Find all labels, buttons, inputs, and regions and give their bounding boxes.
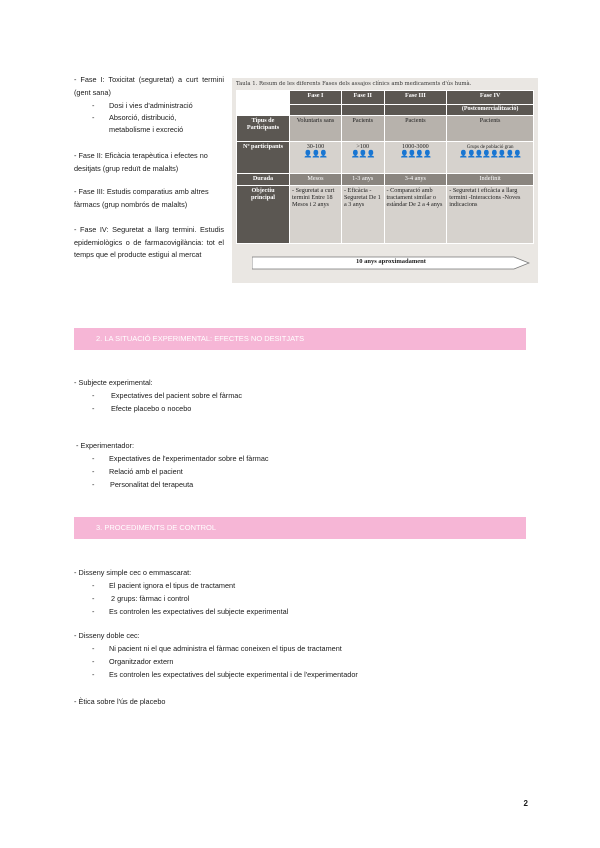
section-3-header: 3. PROCEDIMENTS DE CONTROL [74,517,526,539]
phases-table-figure [232,78,538,283]
table-cell: >100 👤👤👤 [341,142,384,174]
people-icon: 👤👤👤 [351,150,375,158]
list-item: - Expectatives del pacient sobre el fàrmac [92,391,243,400]
table-cell: Pacients [384,116,447,142]
table-cell: - Seguretat a curt termini Entre 18 Mesos i 2 anys [290,186,342,244]
row-label-durada: Durada [237,174,290,186]
fase1-item-1: - Dosi i vies d'administració [92,101,193,110]
timeline-arrow [252,256,530,270]
table-cell: Voluntaris sans [290,116,342,142]
table-cell: Pacients [341,116,384,142]
table-cell: - Seguretat i eficàcia a llarg termini -Interaccions -Noves indicacions [447,186,534,244]
experimentador-heading: - Experimentador: [76,441,134,450]
phases-table [236,90,534,244]
table-cell: - Eficàcia - Seguretat De 1 a 3 anys [341,186,384,244]
fase3-text: - Fase III: Estudis comparatius amb altres fàrmacs (grup nombrós de malalts) [74,187,209,209]
people-icon: 👤👤👤👤👤👤👤👤 [459,150,521,158]
doble-cec-heading: - Disseny doble cec: [74,631,140,640]
fase1-text: - Fase I: Toxicitat (seguretat) a curt termini (gent sana) [74,75,224,97]
people-icon: 👤👤👤👤 [399,150,431,158]
list-item: - Expectatives de l'experimentador sobre el fàrmac [92,454,269,463]
table-cell: Grups de població gran 👤👤👤👤👤👤👤👤 [447,142,534,174]
table-cell: Pacients [447,116,534,142]
list-item: - Personalitat del terapeuta [92,480,194,489]
fase1-item-2: - Absorció, distribució, metabolisme i excreció [92,113,184,134]
table-caption: Taula 1. Resum de les diferents Fases dels assajos clínics amb medicaments d'ús humà. [236,81,472,87]
list-item: - Organitzador extern [92,657,174,666]
people-icon: 👤👤👤 [303,150,328,158]
subjecte-heading: - Subjecte experimental: [74,378,153,387]
table-cell: Mesos [290,174,342,186]
table-cell: Indefinit [447,174,534,186]
header-fase4: Fase IV [447,91,534,105]
section-2-header: 2. LA SITUACIÓ EXPERIMENTAL: EFECTES NO DESITJATS [74,328,526,350]
row-label-objectiu: Objectiu principal [237,186,290,244]
list-item: - Es controlen les expectatives del subjecte experimental i de l'experimentador [92,670,358,679]
fase4-text: - Fase IV: Seguretat a llarg termini. Estudis epidemiològics o de farmacovigilància: tot el temps que el producte estigui al mercat [74,225,224,259]
table-cell: - Comparació amb tractament similar o estàndar De 2 a 4 anys [384,186,447,244]
list-item: - 2 grups: fàrmac i control [92,594,190,603]
table-cell: 1-3 anys [341,174,384,186]
list-item: - Ni pacient ni el que administra el fàrmac coneixen el tipus de tractament [92,644,342,653]
simple-cec-heading: - Disseny simple cec o emmascarat: [74,568,192,577]
arrow-label: 10 anys aproximadament [356,258,426,265]
page-number: 2 [523,799,528,808]
list-item: - Es controlen les expectatives del subjecte experimental [92,607,289,616]
header-fase2: Fase II [341,91,384,105]
row-label-tipus: Tipus de Participants [237,116,290,142]
table-cell: 1000-3000 👤👤👤👤 [384,142,447,174]
table-cell: 3-4 anys [384,174,447,186]
etica-text: - Ètica sobre l'ús de placebo [74,697,166,706]
fase2-text: - Fase II: Eficàcia terapèutica i efectes no desitjats (grup reduït de malalts) [74,151,208,173]
list-item: - Efecte placebo o nocebo [92,404,192,413]
header-fase4-sub: (Postcomercialització) [447,105,534,116]
list-item: - El pacient ignora el tipus de tractament [92,581,236,590]
table-cell: 30-100 👤👤👤 [290,142,342,174]
list-item: - Relació amb el pacient [92,467,183,476]
header-fase1: Fase I [290,91,342,105]
row-label-num: Nº participants [237,142,290,174]
header-fase3: Fase III [384,91,447,105]
